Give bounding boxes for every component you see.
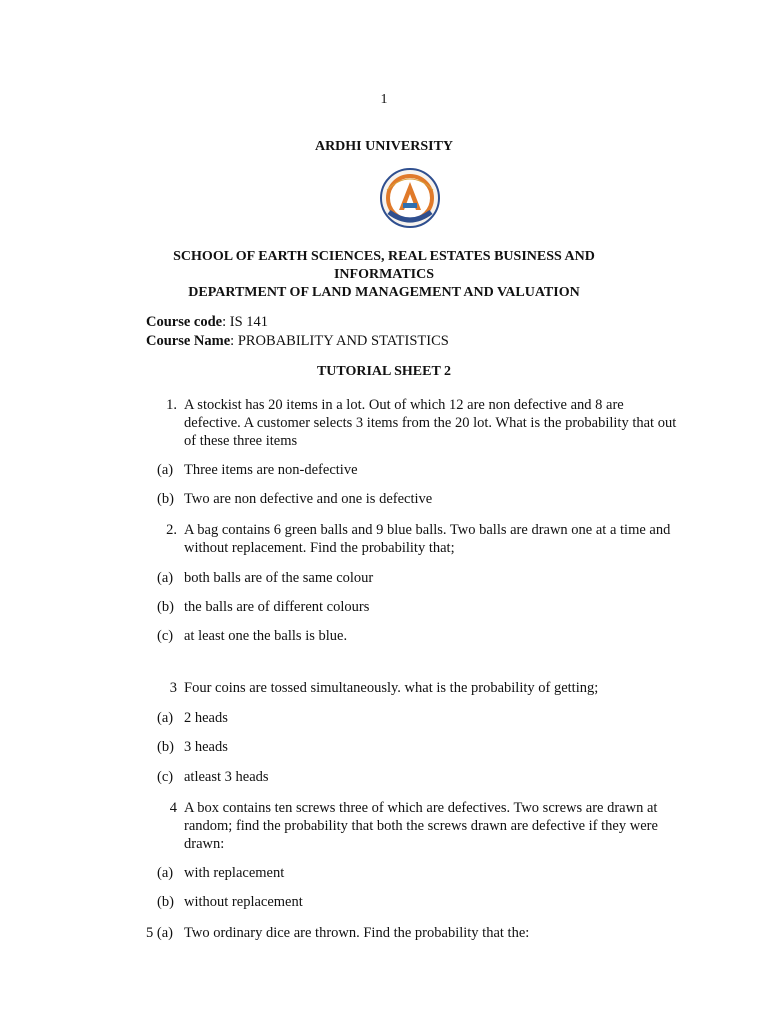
q2-b-text: the balls are of different colours (184, 599, 370, 615)
q1-a-text: Three items are non-defective (184, 462, 358, 478)
course-code (146, 314, 268, 331)
question-5-text: Two ordinary dice are thrown. Find the probability that the: (184, 925, 530, 941)
sheet-title: TUTORIAL SHEET 2 (316, 364, 452, 379)
question-2-number: 2. (166, 522, 177, 538)
question-1-number: 1. (166, 397, 177, 413)
course-code-value: : IS 141 (222, 314, 269, 330)
question-5-number: 5 (a) (146, 925, 173, 941)
question-3-text: Four coins are tossed simultaneously. what is the probability of getting; (184, 680, 599, 696)
department-line: DEPARTMENT OF LAND MANAGEMENT AND VALUATION (188, 285, 580, 300)
school-header (0, 248, 768, 302)
school-line: SCHOOL OF EARTH SCIENCES, REAL ESTATES BUSINESS AND (173, 249, 595, 264)
q3-b-text: 3 heads (184, 739, 228, 755)
q2-a-text: both balls are of the same colour (184, 570, 374, 586)
q1-b-label: (b) (157, 491, 174, 507)
q4-b-text: without replacement (184, 894, 303, 910)
question-2-text: A bag contains 6 green balls and 9 blue balls. Two balls are drawn one at a time and without replacement. Find the probability that; (184, 522, 671, 556)
q3-b-label: (b) (157, 739, 174, 755)
q3-a-label: (a) (157, 710, 174, 726)
university-title: ARDHI UNIVERSITY (314, 139, 454, 154)
q4-a-label: (a) (157, 865, 174, 881)
course-code-label: Course code (146, 314, 223, 330)
university-logo (377, 168, 443, 230)
q2-a-label: (a) (157, 570, 174, 586)
q3-a-text: 2 heads (184, 710, 228, 726)
q2-c-label: (c) (157, 628, 174, 644)
question-4-text: A box contains ten screws three of which are defectives. Two screws are drawn at random; find the probability that both the screws drawn are defective if they were drawn: (184, 800, 658, 852)
course-name-label: Course Name (146, 333, 231, 349)
q3-c-text: atleast 3 heads (184, 769, 269, 785)
q1-a-label: (a) (157, 462, 174, 478)
q2-c-text: at least one the balls is blue. (184, 628, 348, 644)
course-name-value: : PROBABILITY AND STATISTICS (230, 333, 449, 349)
q3-c-label: (c) (157, 769, 174, 785)
q1-b-text: Two are non defective and one is defective (184, 491, 433, 507)
q2-b-label: (b) (157, 599, 174, 615)
school-line: INFORMATICS (333, 267, 435, 282)
q4-a-text: with replacement (184, 865, 285, 881)
question-4-number: 4 (169, 800, 177, 816)
course-name (146, 333, 449, 350)
q4-b-label: (b) (157, 894, 174, 910)
page-number: 1 (380, 92, 388, 107)
question-3-number: 3 (169, 680, 177, 696)
question-1-text: A stockist has 20 items in a lot. Out of which 12 are non defective and 8 are defective. A customer selects 3 items from the 20 lot. What is the probability that out of these three items (184, 397, 677, 449)
